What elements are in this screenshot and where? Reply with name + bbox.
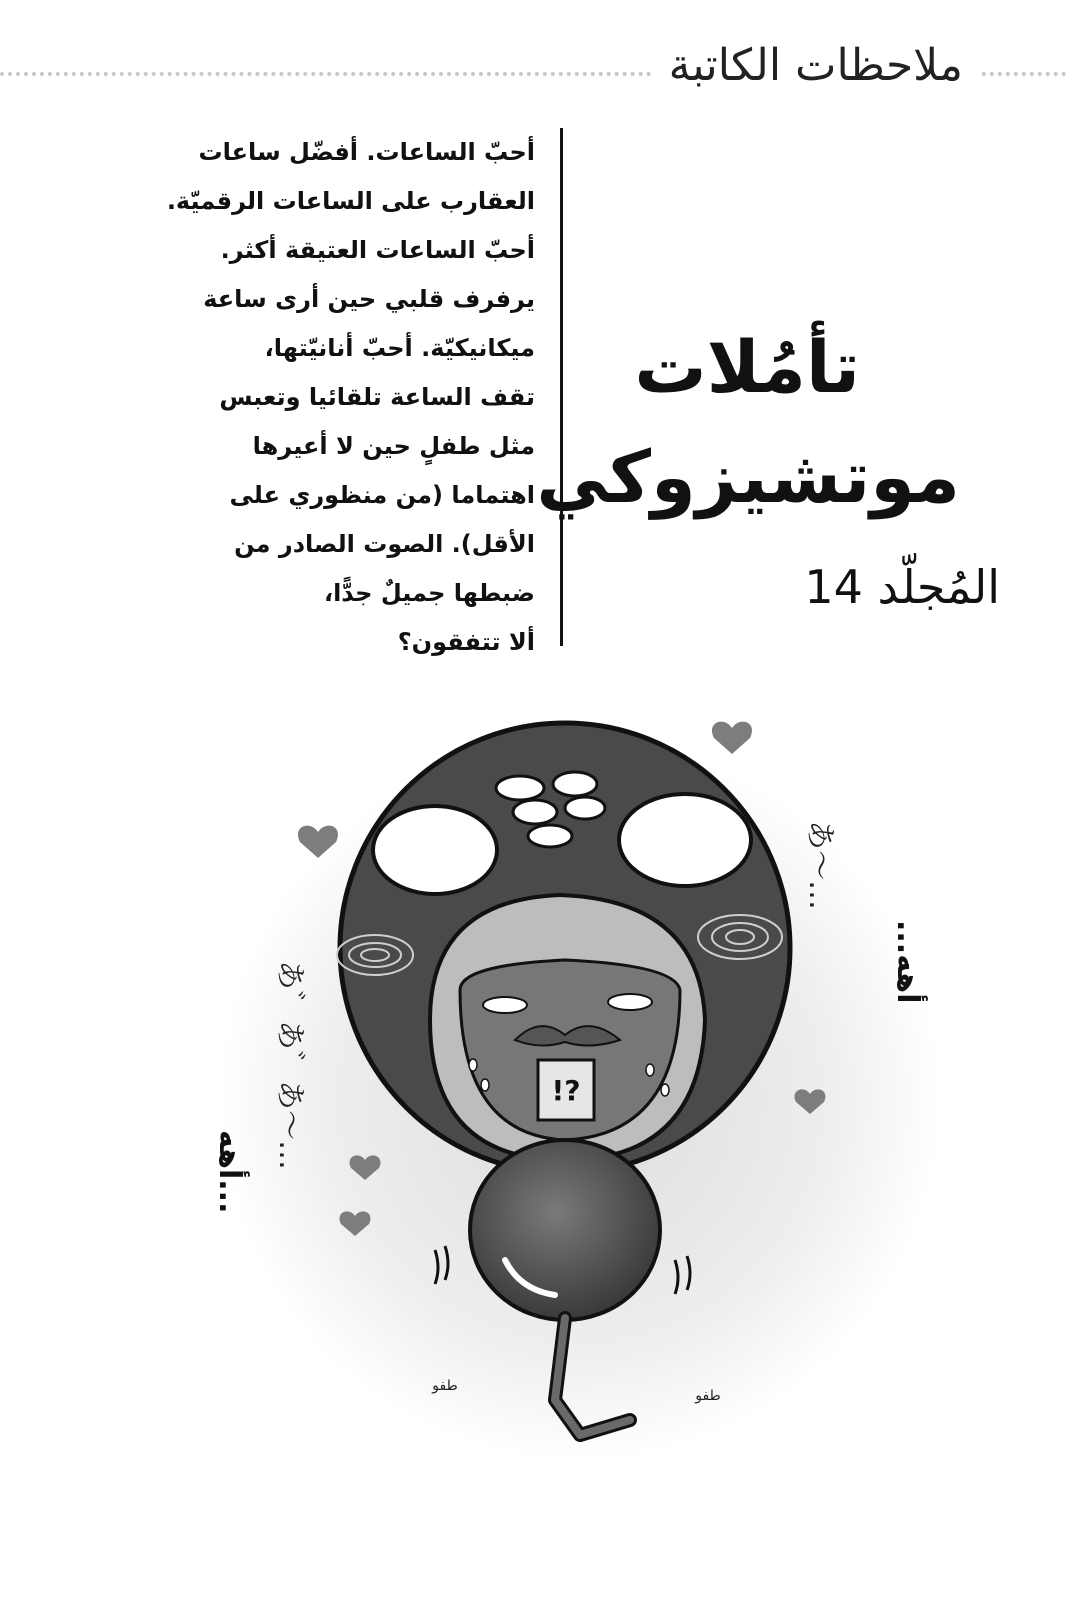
- note-line: يرفرف قلبي حين أرى ساعة: [203, 285, 535, 313]
- note-line: أحبّ الساعات العتيقة أكثر.: [220, 236, 535, 264]
- title-line-1: تأمُلات: [634, 325, 860, 409]
- right-exclamation: ...أهه: [890, 920, 925, 1004]
- note-line: الأقل). الصوت الصادر من: [234, 530, 535, 558]
- float-sfx-right: طفو: [695, 1388, 721, 1404]
- page-header-title: ملاحظات الكاتبة: [651, 40, 981, 93]
- face-right-eye: [608, 994, 652, 1010]
- float-sfx-left: طفو: [432, 1378, 458, 1394]
- right-japanese-sound: あ〜…: [802, 820, 837, 910]
- note-line: ميكانيكيّة. أحبّ أنانيّتها،: [264, 334, 535, 362]
- column-divider: [560, 128, 563, 646]
- left-japanese-sound: あ゛あ゛あ〜…: [272, 960, 307, 1170]
- surprise-badge-text: !?: [551, 1074, 581, 1107]
- note-line: مثل طفلٍ حين لا أعيرها: [252, 432, 535, 460]
- chibi-clock-illustration: [160, 690, 980, 1500]
- left-exclamation: أهه...: [212, 1130, 247, 1214]
- body: [470, 1140, 660, 1320]
- right-eye-window: [619, 794, 751, 886]
- note-line: ضبطها جميلٌ جدًّا،: [323, 579, 535, 607]
- left-eye-window: [373, 806, 497, 894]
- note-line: أحبّ الساعات. أفضّل ساعات: [198, 138, 535, 166]
- face-left-eye: [483, 997, 527, 1013]
- volume-label: المُجلّد 14: [804, 560, 1000, 614]
- note-line: اهتماما (من منظوري على: [229, 481, 535, 509]
- note-line: العقارب على الساعات الرقميّة.: [166, 187, 535, 215]
- author-note-text: [166, 128, 535, 667]
- note-line: تقف الساعة تلقائيا وتعبس: [219, 383, 535, 411]
- title-line-2: موتشيزوكي: [536, 435, 960, 519]
- note-line: ألا تتفقون؟: [397, 628, 535, 656]
